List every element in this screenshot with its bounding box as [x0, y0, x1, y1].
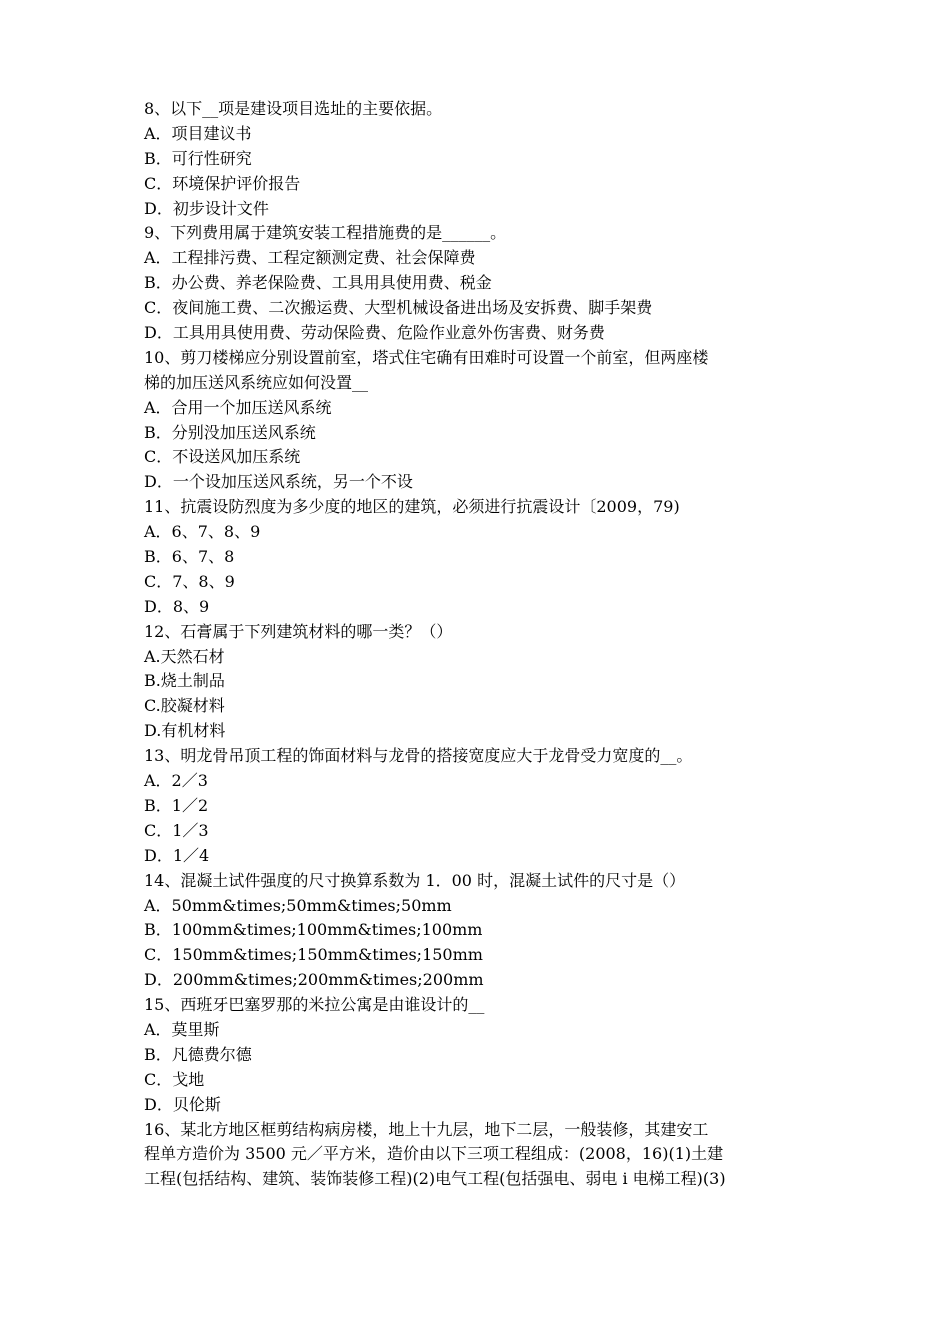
option-9b: B．办公费、养老保险费、工具用具使用费、税金 [144, 273, 492, 293]
option-11d: D．8、9 [144, 596, 210, 616]
question-16-line2: 程单方造价为 3500 元／平方米，造价由以下三项工程组成：(2008，16)(1)土建 [144, 1144, 724, 1164]
option-14d: D．200mm&times;200mm&times;200mm [144, 970, 484, 990]
question-11: 11、抗震设防烈度为多少度的地区的建筑，必须进行抗震设计〔2009，79) [144, 497, 680, 517]
option-13c: C．1／3 [144, 820, 209, 840]
option-11c: C．7、8、9 [144, 571, 235, 591]
option-13b: B．1／2 [144, 795, 209, 815]
option-14b: B．100mm&times;100mm&times;100mm [144, 920, 483, 940]
option-10a: A．合用一个加压送风系统 [144, 397, 332, 417]
question-10-line2: 梯的加压送风系统应如何没置__ [144, 372, 369, 392]
option-15c: C．戈地 [144, 1069, 205, 1089]
option-12c: C.胶凝材料 [144, 696, 225, 716]
option-8b: B．可行性研究 [144, 148, 252, 168]
option-12d: D.有机材料 [144, 721, 226, 741]
option-9a: A．工程排污费、工程定额测定费、社会保障费 [144, 248, 476, 268]
option-13a: A．2／3 [144, 771, 208, 791]
question-13: 13、明龙骨吊顶工程的饰面材料与龙骨的搭接宽度应大于龙骨受力宽度的__。 [144, 746, 693, 766]
option-10c: C．不设送风加压系统 [144, 447, 301, 467]
question-12: 12、石膏属于下列建筑材料的哪一类？（） [144, 621, 453, 641]
option-15b: B．凡德费尔德 [144, 1044, 252, 1064]
question-10-line1: 10、剪刀楼梯应分别设置前室，塔式住宅确有田难时可设置一个前室，但两座楼 [144, 347, 709, 367]
question-8: 8、以下__项是建设项目选址的主要依据。 [144, 99, 443, 118]
option-9d: D．工具用具使用费、劳动保险费、危险作业意外伤害费、财务费 [144, 323, 605, 343]
option-14a: A．50mm&times;50mm&times;50mm [144, 895, 452, 915]
question-15: 15、西班牙巴塞罗那的米拉公寓是由谁设计的__ [144, 995, 485, 1015]
option-15d: D．贝伦斯 [144, 1094, 221, 1114]
option-13d: D．1／4 [144, 845, 210, 865]
option-10b: B．分别没加压送风系统 [144, 422, 316, 442]
option-8a: A．项目建议书 [144, 123, 252, 143]
question-9: 9、下列费用属于建筑安装工程措施费的是______。 [144, 223, 507, 243]
option-8d: D．初步设计文件 [144, 198, 269, 218]
question-16-line1: 16、某北方地区框剪结构病房楼，地上十九层，地下二层，一般装修，其建安工 [144, 1119, 709, 1139]
option-12a: A.天然石材 [144, 646, 225, 666]
option-9c: C．夜间施工费、二次搬运费、大型机械设备进出场及安拆费、脚手架费 [144, 298, 653, 318]
option-11b: B．6、7、8 [144, 547, 235, 567]
option-14c: C．150mm&times;150mm&times;150mm [144, 945, 483, 965]
option-10d: D．一个设加压送风系统，另一个不设 [144, 472, 413, 492]
option-11a: A．6、7、8、9 [144, 522, 261, 542]
document-page [144, 97, 824, 1192]
option-8c: C．环境保护评价报告 [144, 173, 301, 193]
question-14: 14、混凝土试件强度的尺寸换算系数为 1．00 时，混凝土试件的尺寸是（） [144, 870, 686, 890]
question-16-line3: 工程(包括结构、建筑、装饰装修工程)(2)电气工程(包括强电、弱电 i 电梯工程)(3) [144, 1169, 726, 1189]
option-15a: A．莫里斯 [144, 1019, 220, 1039]
option-12b: B.烧土制品 [144, 671, 225, 691]
